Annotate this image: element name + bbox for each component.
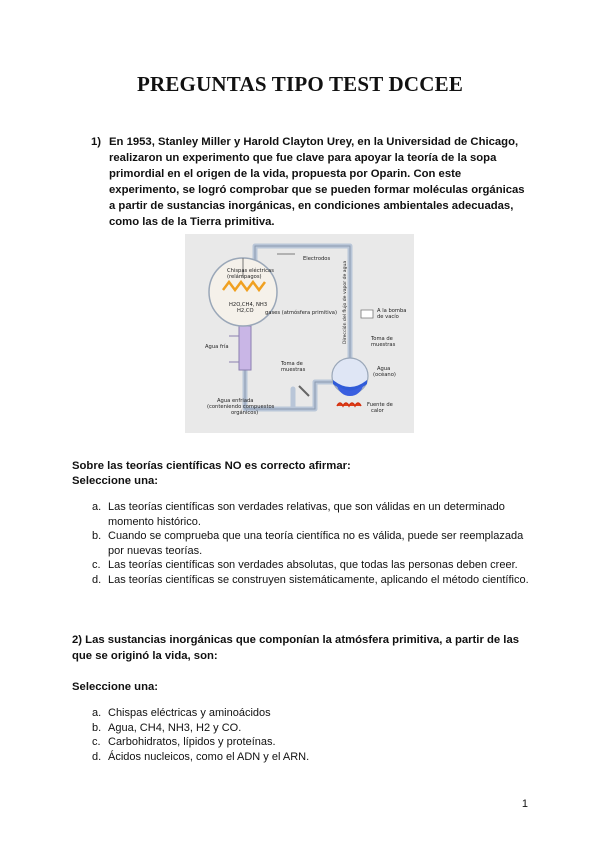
- label-sparks: Chispas eléctricas: [227, 268, 274, 274]
- label-gases: H2O,CH4, NH3: [229, 302, 268, 308]
- label-atmosphere: gases (atmósfera primitiva): [265, 310, 337, 316]
- option-text: Ácidos nucleicos, como el ADN y el ARN.: [108, 750, 310, 763]
- label-sample-tap-2: muestras: [281, 367, 306, 373]
- question-2-option-c[interactable]: [92, 735, 532, 750]
- label-heat-source-2: calor: [371, 408, 384, 414]
- label-vacuum-pump-2: de vacío: [377, 314, 399, 320]
- label-ocean: (océano): [373, 372, 396, 378]
- option-text: Agua, CH4, NH3, H2 y CO.: [108, 721, 242, 734]
- label-cold-water: Agua fría: [205, 344, 229, 350]
- label-water: Agua: [377, 366, 391, 372]
- option-text: Chispas eléctricas y aminoácidos: [108, 707, 271, 719]
- question-2-option-b[interactable]: [92, 721, 532, 736]
- question-1-option-c[interactable]: [92, 558, 532, 573]
- page-number: 1: [521, 798, 528, 810]
- label-sparks-sub: (relámpagos): [227, 274, 262, 280]
- question-1-options: [92, 500, 532, 587]
- label-electrodes: Electrodos: [303, 256, 331, 262]
- question-1-option-a[interactable]: [92, 500, 532, 529]
- option-letter: b.: [92, 721, 102, 734]
- label-sample-tap-right-2: muestras: [371, 342, 396, 348]
- option-letter: c.: [92, 559, 101, 571]
- question-1: [91, 134, 531, 230]
- miller-urey-diagram: [185, 234, 414, 433]
- label-gases-2: H2,CO: [237, 308, 254, 314]
- label-cooled-water-3: orgánicos): [231, 410, 259, 416]
- label-cooled-water-2: (conteniendo compuestos: [207, 404, 275, 410]
- question-2-option-d[interactable]: [92, 750, 532, 765]
- option-letter: b.: [92, 530, 102, 542]
- option-text: Cuando se comprueba que una teoría científica no es válida, puede ser reemplazada por nuevas teorías.: [108, 530, 524, 557]
- question-1-select-label: Seleccione una:: [72, 475, 159, 487]
- option-letter: d.: [92, 750, 102, 763]
- option-text: Las teorías científicas son verdades absolutas, que todas las personas deben creer.: [108, 559, 518, 571]
- option-text: Las teorías científicas se construyen sistemáticamente, aplicando el método científico.: [108, 573, 529, 586]
- question-1-prompt: [72, 459, 351, 489]
- option-text: Las teorías científicas son verdades relativas, que son válidas en un determinado momento histórico.: [108, 501, 505, 528]
- question-2-options: [92, 706, 532, 764]
- question-2-text: 2) Las sustancias inorgánicas que componían la atmósfera primitiva, a partir de las que se originó la vida, son:: [72, 634, 520, 662]
- question-1-option-b[interactable]: [92, 529, 532, 558]
- page-title: PREGUNTAS TIPO TEST DCCEE: [136, 72, 464, 96]
- label-vapor-flow: Dirección del flujo de vapor de agua: [343, 260, 348, 344]
- label-cooled-water: Agua enfriada: [217, 398, 254, 404]
- question-1-number: 1): [91, 136, 102, 148]
- question-1-option-d[interactable]: [92, 573, 532, 588]
- label-sample-tap-right: Toma de: [371, 336, 393, 342]
- question-2-option-a[interactable]: [92, 706, 532, 721]
- question-1-text: En 1953, Stanley Miller y Harold Clayton Urey, en la Universidad de Chicago, realizaron un experimento que fue clave para apoyar la teoría de la sopa primordial en el origen de la vida, propuesta por Oparin. Con este experimento, se logró comprobar que se pueden formar moléculas orgánicas a partir de sustancias inorgánicas, en condiciones ambientales adecuadas, como las de la Tierra primitiva.: [109, 136, 525, 228]
- question-1-prompt-line1: Sobre las teorías científicas NO es correcto afirmar:: [72, 460, 351, 472]
- option-letter: d.: [92, 573, 102, 586]
- option-letter: a.: [92, 501, 102, 513]
- label-sample-tap: Toma de: [281, 361, 303, 367]
- option-letter: c.: [92, 736, 101, 748]
- option-text: Carbohidratos, lípidos y proteínas.: [108, 736, 276, 748]
- question-2-select-label: Seleccione una:: [72, 681, 159, 693]
- option-letter: a.: [92, 707, 102, 719]
- label-heat-source: Fuente de: [367, 402, 393, 408]
- label-vacuum-pump: A la bomba: [377, 308, 407, 314]
